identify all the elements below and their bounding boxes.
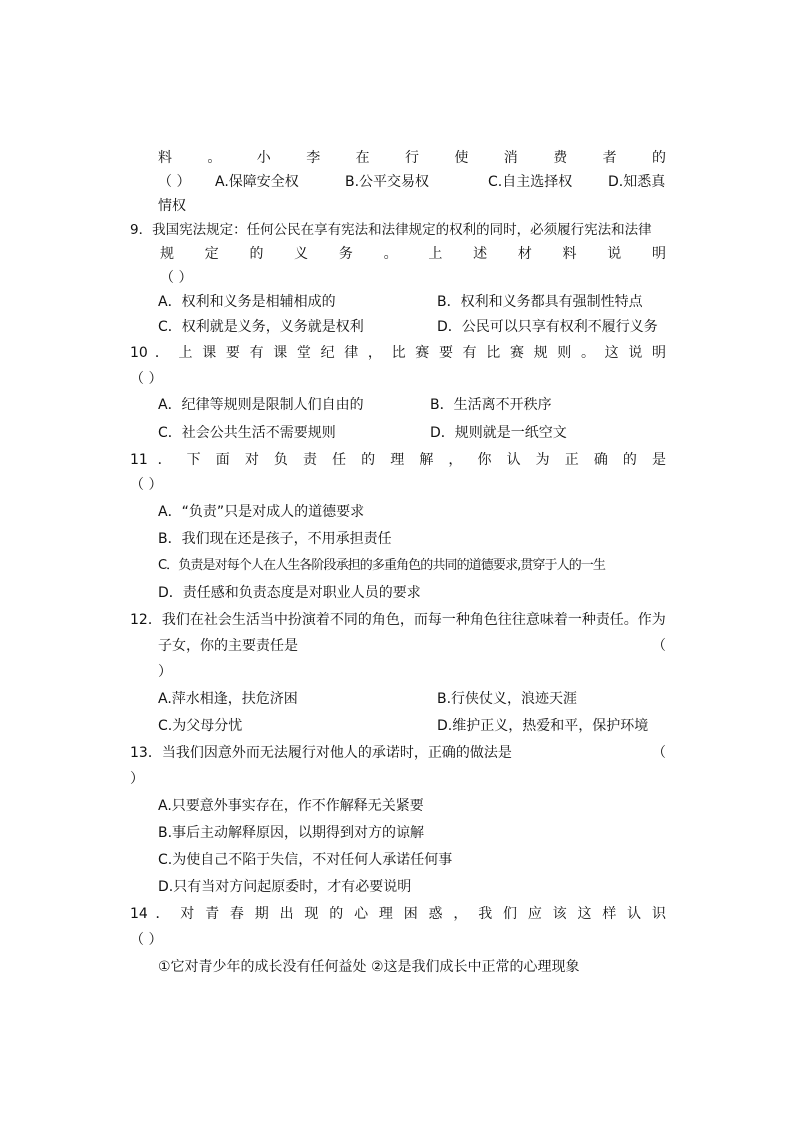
q13-option-c: C.为使自己不陷于失信，不对任何人承诺任何事: [158, 852, 453, 868]
q13-option-a: A.只要意外事实存在，作不作解释无关紧要: [158, 798, 424, 814]
q12-option-d: D.维护正义，热爱和平，保护环境: [437, 718, 649, 734]
q12-stem-line1: 12．我们在社会生活当中扮演着不同的角色，而每一种角色往往意味着一种责任。作为: [130, 612, 666, 628]
q11-option-c: C．负责是对每个人在人生各阶段承担的多重角色的共同的道德要求,贯穿于人的一生: [158, 558, 606, 573]
q8-option-b: B.公平交易权: [345, 174, 430, 190]
q13-paren-open: （: [652, 745, 666, 761]
q8-blank: （ ）: [158, 174, 191, 190]
q10-blank: （ ）: [130, 371, 163, 387]
q11-stem-line: 11 ． 下 面 对 负 责 任 的 理 解 ， 你 认 为 正 确 的 是: [130, 452, 666, 468]
q9-stem-line1: 9．我国宪法规定：任何公民在享有宪法和法律规定的权利的同时，必须履行宪法和法律: [130, 222, 652, 238]
q9-blank: （ ）: [160, 270, 193, 286]
q10-option-a: A．纪律等规则是限制人们自由的: [158, 397, 364, 413]
q8-option-d: D.知悉真: [608, 174, 666, 190]
q14-statements: ①它对青少年的成长没有任何益处 ②这是我们成长中正常的心理现象: [158, 959, 580, 975]
q13-stem-line: 13．当我们因意外而无法履行对他人的承诺时，正确的做法是: [130, 745, 512, 761]
q13-option-d: D.只有当对方问起原委时，才有必要说明: [158, 879, 412, 895]
q12-paren-open: （: [652, 638, 666, 654]
q10-option-d: D．规则就是一纸空文: [430, 425, 567, 441]
q10-stem-line: 10 ． 上 课 要 有 课 堂 纪 律 ， 比 赛 要 有 比 赛 规 则 。 这 说 明: [130, 345, 666, 361]
q9-option-d: D．公民可以只享有权利不履行义务: [437, 319, 658, 335]
q10-option-b: B．生活离不开秩序: [430, 397, 552, 413]
q12-stem-line2: 子女，你的主要责任是: [158, 638, 298, 654]
q12-option-a: A.萍水相逢，扶危济困: [158, 691, 298, 707]
q9-option-c: C．权利就是义务，义务就是权利: [158, 319, 364, 335]
q10-option-c: C．社会公共生活不需要规则: [158, 425, 336, 441]
q9-option-a: A．权利和义务是相辅相成的: [158, 294, 336, 310]
q9-stem-line2: 规 定 的 义 务 。 上 述 材 料 说 明: [160, 246, 666, 262]
q11-option-a: A．“负责”只是对成人的道德要求: [158, 504, 365, 520]
q11-option-b: B．我们现在还是孩子，不用承担责任: [158, 531, 392, 547]
q14-stem-line: 14 ． 对 青 春 期 出 现 的 心 理 困 惑 ， 我 们 应 该 这 样 认 识: [130, 906, 666, 922]
q8-option-a: A.保障安全权: [215, 174, 299, 190]
q8-option-c: C.自主选择权: [488, 174, 573, 190]
q12-option-c: C.为父母分忧: [158, 718, 243, 734]
q9-option-b: B．权利和义务都具有强制性特点: [437, 294, 643, 310]
q13-paren-close: ）: [130, 771, 144, 787]
q12-option-b: B.行侠仗义，浪迹天涯: [437, 691, 578, 707]
q13-option-b: B.事后主动解释原因，以期得到对方的谅解: [158, 825, 425, 841]
q12-paren-close: ）: [158, 664, 172, 680]
q14-blank: （ ）: [130, 932, 163, 948]
q8-stem-line: 料 。 小 李 在 行 使 消 费 者 的: [158, 150, 666, 166]
q11-blank: （ ）: [130, 477, 163, 493]
q11-option-d: D．责任感和负责态度是对职业人员的要求: [158, 585, 421, 601]
q8-option-d-cont: 情权: [158, 198, 186, 214]
